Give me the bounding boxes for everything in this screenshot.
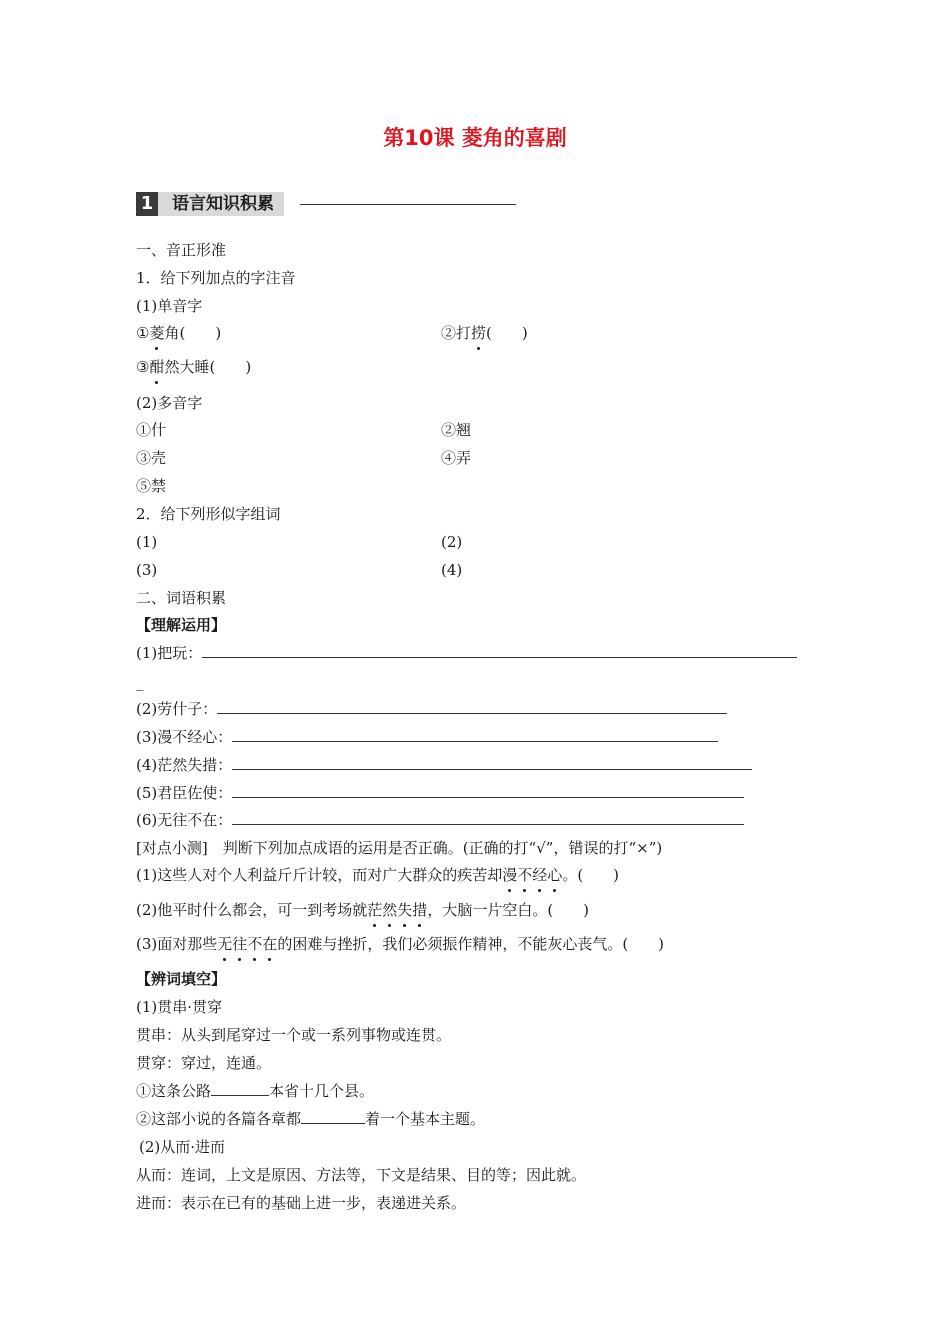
answer-blank[interactable] bbox=[232, 727, 718, 742]
item-multi-3: ③壳 bbox=[136, 449, 167, 467]
pair1-sentence2: ②这部小说的各篇各章都 着一个基本主题。 bbox=[136, 1110, 486, 1128]
question-2: 2．给下列形似字组词 bbox=[136, 505, 281, 523]
item-single-3: ③酣然大睡( ) bbox=[136, 358, 252, 376]
term-2: (2)劳什子： bbox=[136, 699, 727, 719]
sub-multi: (2)多音字 bbox=[136, 394, 203, 412]
item-form-2: (2) bbox=[441, 533, 463, 551]
dotted-char: 漫 bbox=[502, 866, 518, 884]
lesson-title: 第10课 菱角的喜剧 bbox=[383, 126, 567, 150]
test-item-3: (3)面对那些无往不在的困难与挫折，我们必须振作精神，不能灰心丧气。( ) bbox=[136, 935, 665, 953]
dotted-char: 心 bbox=[547, 866, 563, 884]
term-3: (3)漫不经心： bbox=[136, 727, 718, 747]
term-4: (4)茫然失措： bbox=[136, 755, 752, 775]
pair1-title: (1)贯串·贯穿 bbox=[136, 998, 223, 1016]
pair1-def1: 贯串：从头到尾穿过一个或一系列事物或连贯。 bbox=[136, 1026, 452, 1044]
item-single-2: ②打捞( ) bbox=[441, 324, 528, 342]
section-number: 1 bbox=[136, 192, 158, 216]
item-multi-4: ④弄 bbox=[441, 449, 472, 467]
dotted-char: 捞 bbox=[471, 324, 487, 342]
test-item-2: (2)他平时什么都会，可一到考场就茫然失措，大脑一片空白。( ) bbox=[136, 901, 590, 919]
answer-blank[interactable] bbox=[232, 783, 744, 798]
dotted-char: 不 bbox=[517, 866, 533, 884]
item-multi-5: ⑤禁 bbox=[136, 477, 167, 495]
test-intro: [对点小测] 判断下列加点成语的运用是否正确。(正确的打“√”，错误的打“×”) bbox=[136, 839, 663, 857]
dotted-char: 菱 bbox=[149, 324, 165, 342]
overflow-mark: _ bbox=[136, 673, 144, 691]
understand-label: 【理解运用】 bbox=[136, 616, 227, 634]
dotted-char: 茫 bbox=[367, 901, 383, 919]
fill-blank[interactable] bbox=[211, 1081, 269, 1096]
item-form-1: (1) bbox=[136, 533, 158, 551]
answer-blank[interactable] bbox=[202, 643, 797, 658]
fill-blank[interactable] bbox=[301, 1109, 365, 1124]
term-6: (6)无往不在： bbox=[136, 810, 744, 830]
dotted-char: 不 bbox=[247, 935, 263, 953]
pair1-def2: 贯穿：穿过，连通。 bbox=[136, 1054, 272, 1072]
item-single-1: ①菱角( ) bbox=[136, 324, 222, 342]
pair2-def1: 从而：连词，上文是原因、方法等，下文是结果、目的等；因此就。 bbox=[136, 1166, 587, 1184]
section-header bbox=[136, 192, 516, 218]
term-1: (1)把玩： bbox=[136, 643, 797, 663]
pair1-sentence1: ①这条公路 本省十几个县。 bbox=[136, 1082, 375, 1100]
item-form-4: (4) bbox=[441, 561, 463, 579]
dotted-char: 往 bbox=[232, 935, 248, 953]
dotted-idiom bbox=[502, 866, 562, 884]
section-label: 语言知识积累 bbox=[158, 192, 284, 216]
dotted-char: 无 bbox=[217, 935, 233, 953]
pair2-title: (2)从而·进而 bbox=[139, 1138, 226, 1156]
section-divider bbox=[300, 204, 516, 205]
test-item-1: (1)这些人对个人利益斤斤计较，而对广大群众的疾苦却漫不经心。( ) bbox=[136, 866, 620, 884]
sub-single: (1)单音字 bbox=[136, 297, 203, 315]
dotted-char: 措 bbox=[412, 901, 428, 919]
question-1: 1．给下列加点的字注音 bbox=[136, 269, 296, 287]
item-form-3: (3) bbox=[136, 561, 158, 579]
dotted-idiom bbox=[367, 901, 427, 919]
part2-heading: 二、词语积累 bbox=[136, 589, 227, 607]
answer-blank[interactable] bbox=[232, 810, 744, 825]
dotted-char: 然 bbox=[382, 901, 398, 919]
pair2-def2: 进而：表示在已有的基础上进一步，表递进关系。 bbox=[136, 1194, 467, 1212]
distinguish-label: 【辨词填空】 bbox=[136, 970, 227, 988]
dotted-char: 在 bbox=[262, 935, 278, 953]
dotted-idiom bbox=[217, 935, 277, 953]
term-5: (5)君臣佐使： bbox=[136, 783, 744, 803]
dotted-char: 酣 bbox=[149, 358, 165, 376]
answer-blank[interactable] bbox=[217, 699, 727, 714]
item-multi-1: ①什 bbox=[136, 421, 167, 439]
answer-blank[interactable] bbox=[232, 755, 752, 770]
part1-heading: 一、音正形准 bbox=[136, 241, 227, 259]
dotted-char: 失 bbox=[397, 901, 413, 919]
dotted-char: 经 bbox=[532, 866, 548, 884]
item-multi-2: ②翘 bbox=[441, 421, 472, 439]
